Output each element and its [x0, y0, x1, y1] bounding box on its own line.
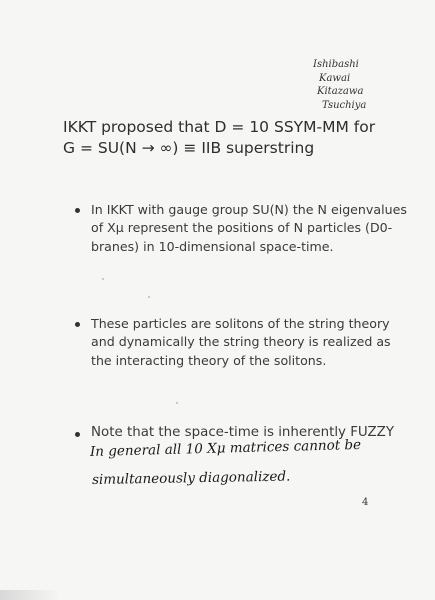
title-line-1: IKKT proposed that D = 10 SSYM-MM for	[63, 118, 376, 136]
bullet-text: In IKKT with gauge group SU(N) the N eigenvalues of Xμ represent the positions of N particles (D0-branes) in 10-dimensional space-time.	[91, 202, 407, 254]
bullet-icon	[75, 432, 80, 437]
scan-speck	[148, 296, 150, 298]
title-line-2: G = SU(N → ∞) ≡ IIB superstring	[63, 139, 315, 157]
handwritten-note-line-2: simultaneously diagonalized.	[91, 468, 291, 488]
scan-speck	[176, 402, 178, 404]
handwritten-note-line-1: In general all 10 Xμ matrices cannot be	[89, 436, 362, 460]
bullet-text: These particles are solitons of the string theory and dynamically the string theory is realized as the interacting theory of the solitons.	[91, 316, 391, 368]
author-name: Ishibashi	[313, 59, 359, 70]
scan-speck	[102, 278, 104, 280]
page-number: 4	[362, 497, 369, 508]
bullet-icon	[75, 208, 80, 213]
bullet-text: Note that the space-time is inherently FUZZY	[91, 425, 395, 440]
author-name: Kawai	[319, 72, 351, 84]
bullet-icon	[75, 322, 80, 327]
bullet-item	[75, 201, 410, 256]
slide-title	[63, 117, 403, 159]
bullet-item	[75, 315, 410, 370]
author-name: Kitazawa	[317, 86, 364, 97]
author-list	[313, 58, 393, 112]
author-name: Tsuchiya	[322, 99, 367, 111]
scan-edge-shadow	[0, 590, 60, 600]
